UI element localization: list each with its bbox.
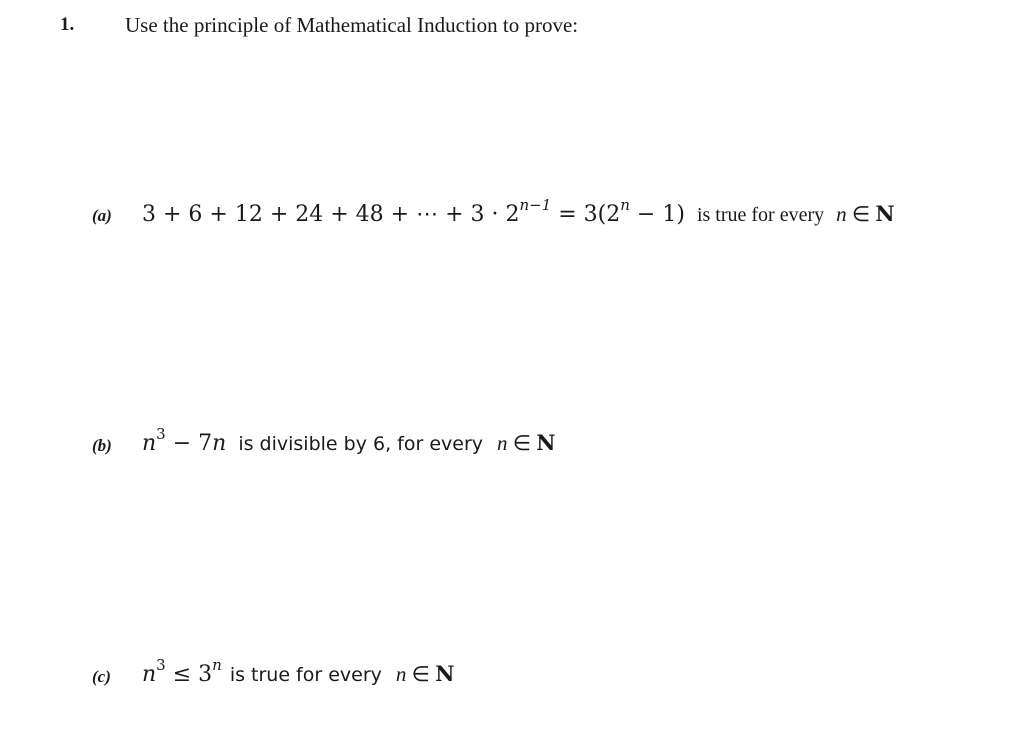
part-c-set-symbol: ∈ [411, 662, 430, 687]
part-b-rest-var: n [212, 431, 227, 457]
part-c-rhs-exponent: n [212, 656, 222, 674]
part-b-text: is divisible by 6, for every [238, 433, 483, 456]
part-a-rhs-start: = 3(2 [551, 202, 621, 228]
part-a-set [836, 202, 895, 226]
part-b-set-name: N [536, 430, 556, 456]
part-b-set [497, 431, 556, 455]
part-a-lhs-exponent: n−1 [519, 196, 552, 214]
part-a-rhs-end: − 1) [629, 202, 685, 228]
question-instruction: Use the principle of Mathematical Induction to prove: [125, 13, 579, 37]
part-c-set-name: N [435, 661, 455, 687]
part-a-statement [142, 196, 895, 228]
part-c-label: (c) [92, 667, 111, 686]
part-b-set-var: n [497, 431, 508, 456]
part-a-set-name: N [875, 201, 895, 227]
part-b-base: n [142, 431, 157, 457]
part-a-label: (a) [92, 206, 112, 225]
part-a-set-symbol: ∈ [851, 202, 871, 227]
part-c-base-exponent: 3 [156, 656, 166, 674]
part-b-expression [142, 425, 227, 457]
part-c-set-var: n [395, 662, 407, 687]
part-c-expression [142, 656, 222, 688]
part-a-rhs-exponent: n [620, 196, 630, 214]
part-a-lhs: 3 + 6 + 12 + 24 + 48 + ⋯ + 3 · 2 [142, 202, 520, 228]
part-a-equation [142, 196, 685, 228]
part-c-base: n [142, 662, 157, 688]
part-a-text: is true for every [696, 204, 825, 227]
part-b-set-symbol: ∈ [512, 431, 532, 456]
part-c-relation: ≤ 3 [165, 662, 213, 688]
part-c-statement [142, 656, 455, 688]
part-c-text: is true for every [229, 664, 382, 687]
part-b-label: (b) [92, 436, 112, 455]
part-b-statement [142, 425, 556, 457]
part-b-rest: − 7 [165, 431, 213, 457]
question-number: 1. [60, 14, 75, 35]
part-a-set-var: n [836, 202, 847, 227]
part-b-base-exponent: 3 [156, 425, 166, 443]
part-c-set [396, 662, 455, 686]
